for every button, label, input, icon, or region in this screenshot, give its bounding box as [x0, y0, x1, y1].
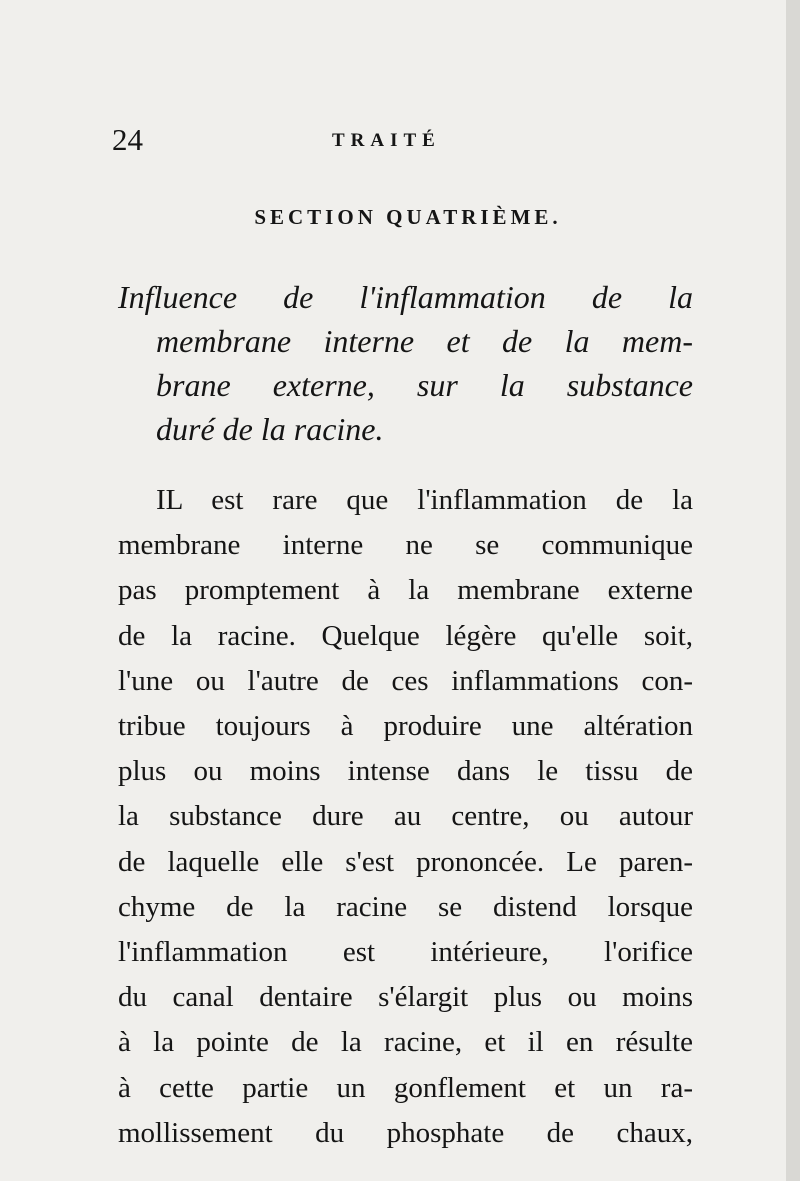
- body-line: à la pointe de la racine, et il en résulte: [118, 1026, 693, 1059]
- body-line: plus ou moins intense dans le tissu de: [118, 755, 693, 788]
- section-title-line: brane externe, sur la substance: [156, 367, 693, 403]
- body-line: de la racine. Quelque légère qu'elle soit,: [118, 619, 693, 652]
- section-title: [118, 275, 693, 451]
- body-line: pas promptement à la membrane externe: [118, 574, 693, 607]
- running-head: [112, 122, 692, 162]
- section-heading: SECTION QUATRIÈME.: [254, 205, 562, 229]
- body-line: l'inflammation est intérieure, l'orifice: [118, 936, 693, 969]
- body-line: de laquelle elle s'est prononcée. Le paren-: [118, 845, 693, 878]
- section-title-line: Influence de l'inflammation de la: [118, 279, 693, 315]
- body-paragraph: [118, 478, 693, 1156]
- body-line: chyme de la racine se distend lorsque: [118, 890, 693, 923]
- body-line: la substance dure au centre, ou autour: [118, 800, 693, 833]
- body-line: l'une ou l'autre de ces inflammations con-: [118, 664, 693, 697]
- section-title-line: membrane interne et de la mem-: [156, 323, 693, 359]
- body-line: membrane interne ne se communique: [118, 529, 693, 562]
- page-number: 24: [112, 122, 143, 157]
- section-title-line: duré de la racine.: [156, 411, 384, 447]
- running-head-title: TRAITÉ: [332, 130, 441, 151]
- scan-edge-shadow: [786, 0, 800, 1181]
- body-line: à cette partie un gonflement et un ra-: [118, 1071, 693, 1104]
- body-line: mollissement du phosphate de chaux,: [118, 1116, 693, 1149]
- body-line: tribue toujours à produire une altération: [118, 710, 693, 743]
- body-line: du canal dentaire s'élargit plus ou moins: [118, 981, 693, 1014]
- body-line: IL est rare que l'inflammation de la: [156, 484, 693, 516]
